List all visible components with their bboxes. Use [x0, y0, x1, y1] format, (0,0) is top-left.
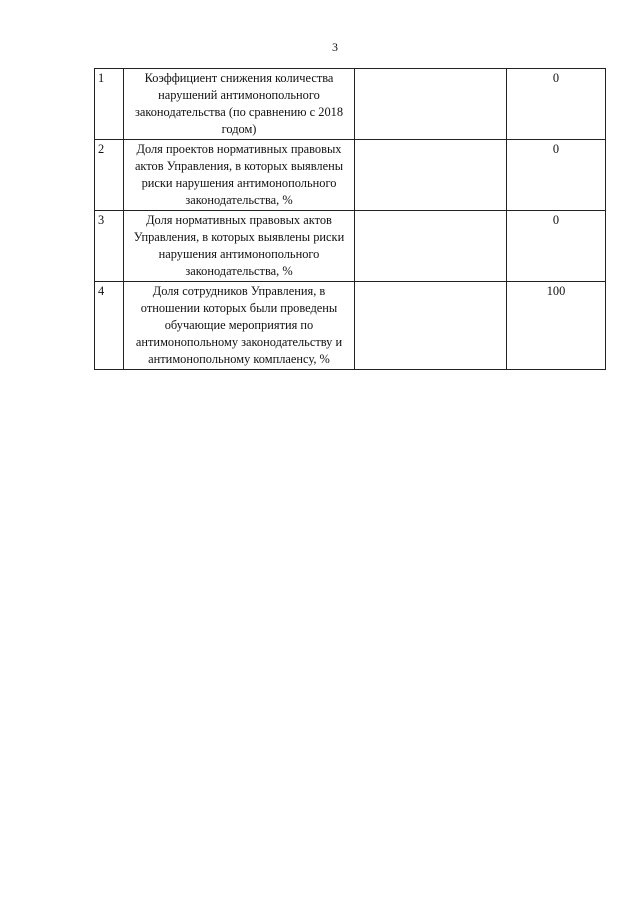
indicator-value: 0 — [507, 69, 606, 140]
row-number: 3 — [95, 211, 124, 282]
empty-cell — [355, 211, 507, 282]
indicator-value: 0 — [507, 140, 606, 211]
table-row — [95, 211, 606, 282]
table-row — [95, 282, 606, 370]
indicator-name: Коэффициент снижения количества нарушений антимонопольного законодательства (по сравнению с 2018 годом) — [124, 69, 355, 140]
empty-cell — [355, 282, 507, 370]
indicator-name: Доля сотрудников Управления, в отношении которых были проведены обучающие мероприятия по антимонопольному законодательству и антимонопольному комплаенсу, % — [124, 282, 355, 370]
row-number: 1 — [95, 69, 124, 140]
page-number: 3 — [332, 40, 338, 54]
table-row — [95, 140, 606, 211]
empty-cell — [355, 140, 507, 211]
indicators-table — [94, 68, 606, 370]
indicator-value: 0 — [507, 211, 606, 282]
indicator-value: 100 — [507, 282, 606, 370]
row-number: 4 — [95, 282, 124, 370]
empty-cell — [355, 69, 507, 140]
indicator-name: Доля проектов нормативных правовых актов Управления, в которых выявлены риски нарушения антимонопольного законодательства, % — [124, 140, 355, 211]
row-number: 2 — [95, 140, 124, 211]
indicator-name: Доля нормативных правовых актов Управления, в которых выявлены риски нарушения антимонопольного законодательства, % — [124, 211, 355, 282]
table-row — [95, 69, 606, 140]
